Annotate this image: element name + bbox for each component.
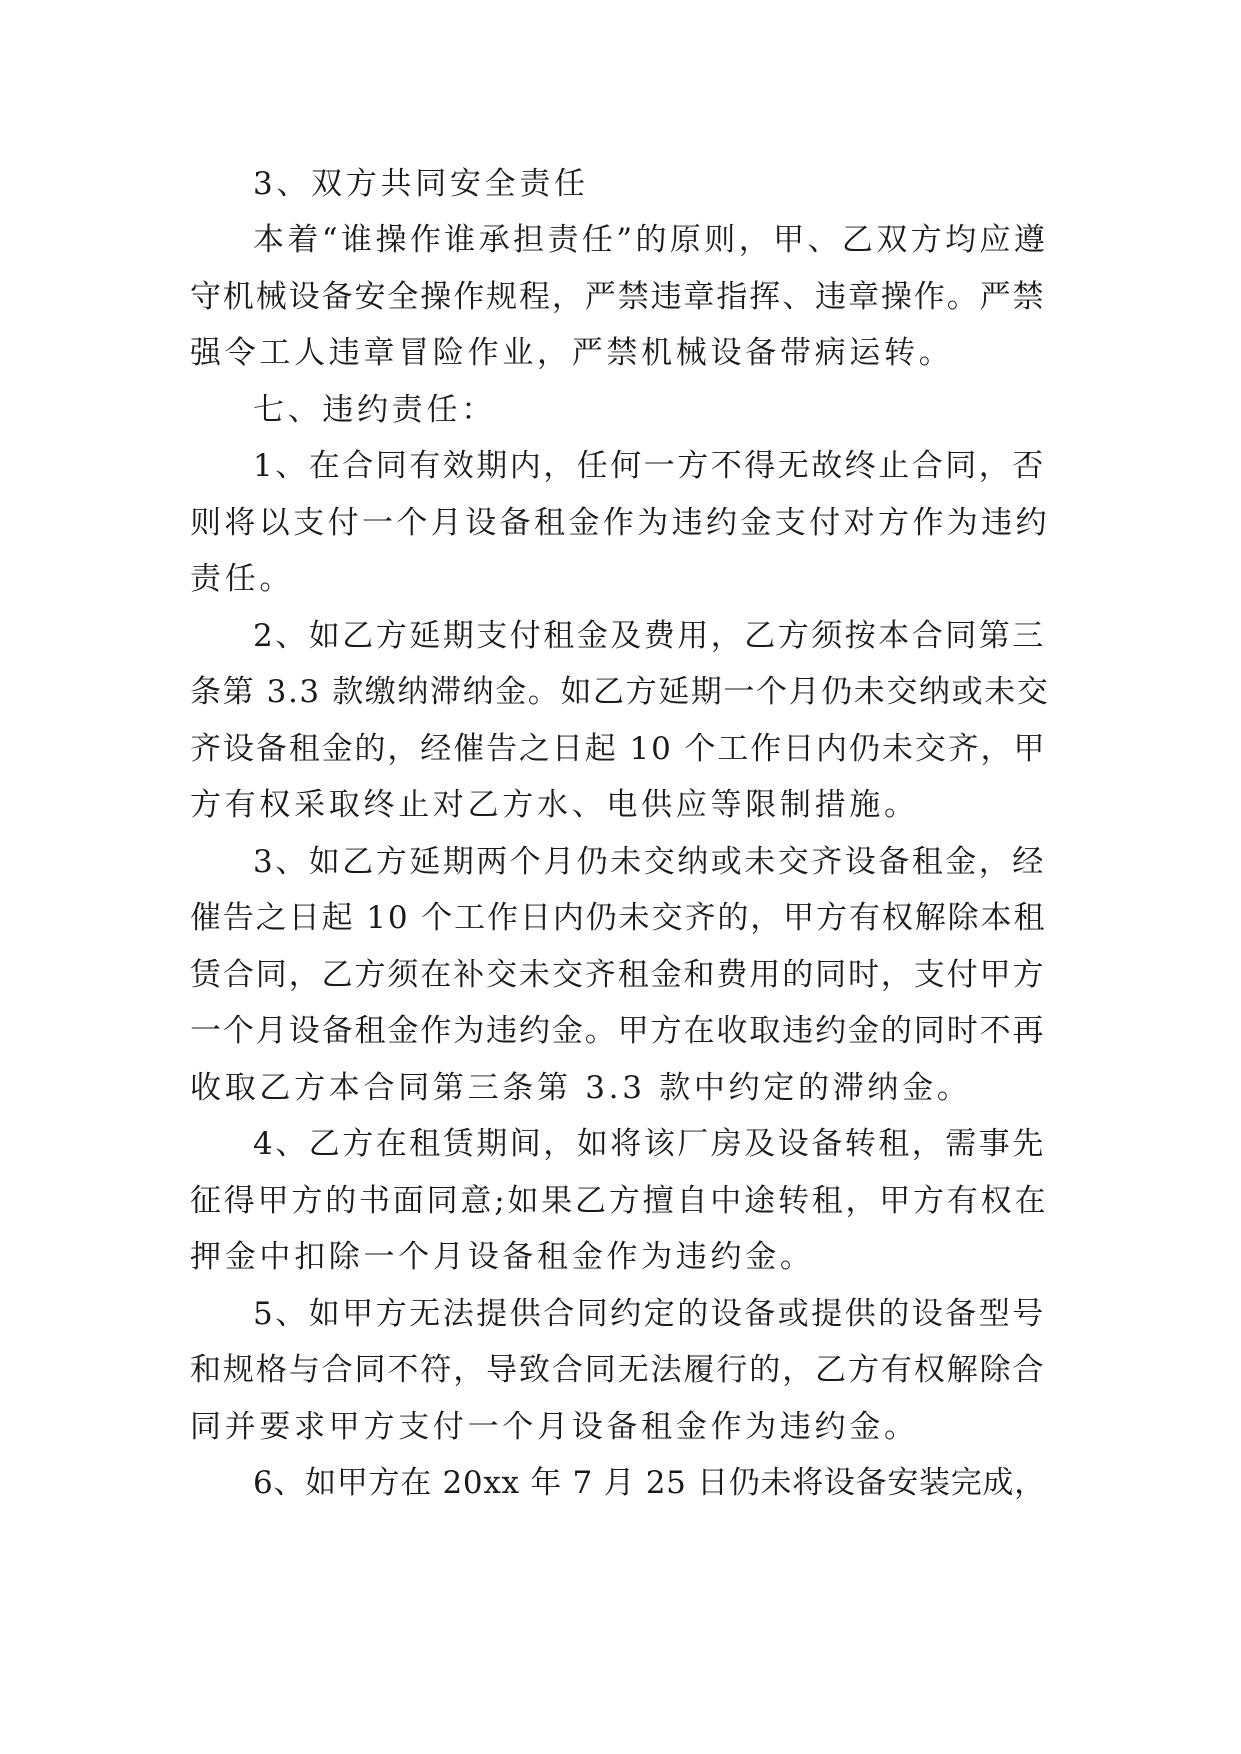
text-line: 6、如甲方在 20xx 年 7 月 25 日仍未将设备安装完成， bbox=[253, 1465, 1046, 1501]
text-line: 守机械设备安全操作规程，严禁违章指挥、违章操作。严禁 bbox=[190, 279, 1046, 315]
section-heading-breach-liability: 七、违约责任： bbox=[253, 392, 496, 428]
text-line: 强令工人违章冒险作业，严禁机械设备带病运转。 bbox=[190, 335, 954, 371]
text-line: 3、如乙方延期两个月仍未交纳或未交齐设备租金，经 bbox=[253, 844, 1046, 880]
text-line: 方有权采取终止对乙方水、电供应等限制措施。 bbox=[190, 787, 919, 823]
text-line: 一个月设备租金作为违约金。甲方在收取违约金的同时不再 bbox=[190, 1013, 1046, 1049]
text-line: 收取乙方本合同第三条第 3.3 款中约定的滞纳金。 bbox=[190, 1070, 972, 1106]
text-line: 2、如乙方延期支付租金及费用，乙方须按本合同第三 bbox=[253, 618, 1046, 654]
text-line: 和规格与合同不符，导致合同无法履行的，乙方有权解除合 bbox=[190, 1352, 1046, 1388]
text-line: 责任。 bbox=[190, 561, 295, 597]
text-line: 同并要求甲方支付一个月设备租金作为违约金。 bbox=[190, 1409, 919, 1445]
text-line: 本着“谁操作谁承担责任”的原则，甲、乙双方均应遵 bbox=[253, 222, 1049, 258]
text-line: 齐设备租金的，经催告之日起 10 个工作日内仍未交齐，甲 bbox=[190, 731, 1047, 767]
text-line: 则将以支付一个月设备租金作为违约金支付对方作为违约 bbox=[190, 505, 1050, 541]
text-line: 征得甲方的书面同意;如果乙方擅自中途转租，甲方有权在 bbox=[190, 1183, 1049, 1219]
text-line: 催告之日起 10 个工作日内仍未交齐的，甲方有权解除本租 bbox=[190, 900, 1047, 936]
section-heading-shared-safety: 3、双方共同安全责任 bbox=[253, 166, 589, 202]
text-line: 赁合同，乙方须在补交未交齐租金和费用的同时，支付甲方 bbox=[190, 957, 1046, 993]
text-line: 5、如甲方无法提供合同约定的设备或提供的设备型号 bbox=[253, 1296, 1046, 1332]
text-line: 押金中扣除一个月设备租金作为违约金。 bbox=[190, 1239, 815, 1275]
text-line: 4、乙方在租赁期间，如将该厂房及设备转租，需事先 bbox=[253, 1126, 1046, 1162]
text-line: 条第 3.3 款缴纳滞纳金。如乙方延期一个月仍未交纳或未交 bbox=[190, 674, 1050, 710]
text-line: 1、在合同有效期内，任何一方不得无故终止合同，否 bbox=[253, 448, 1046, 484]
